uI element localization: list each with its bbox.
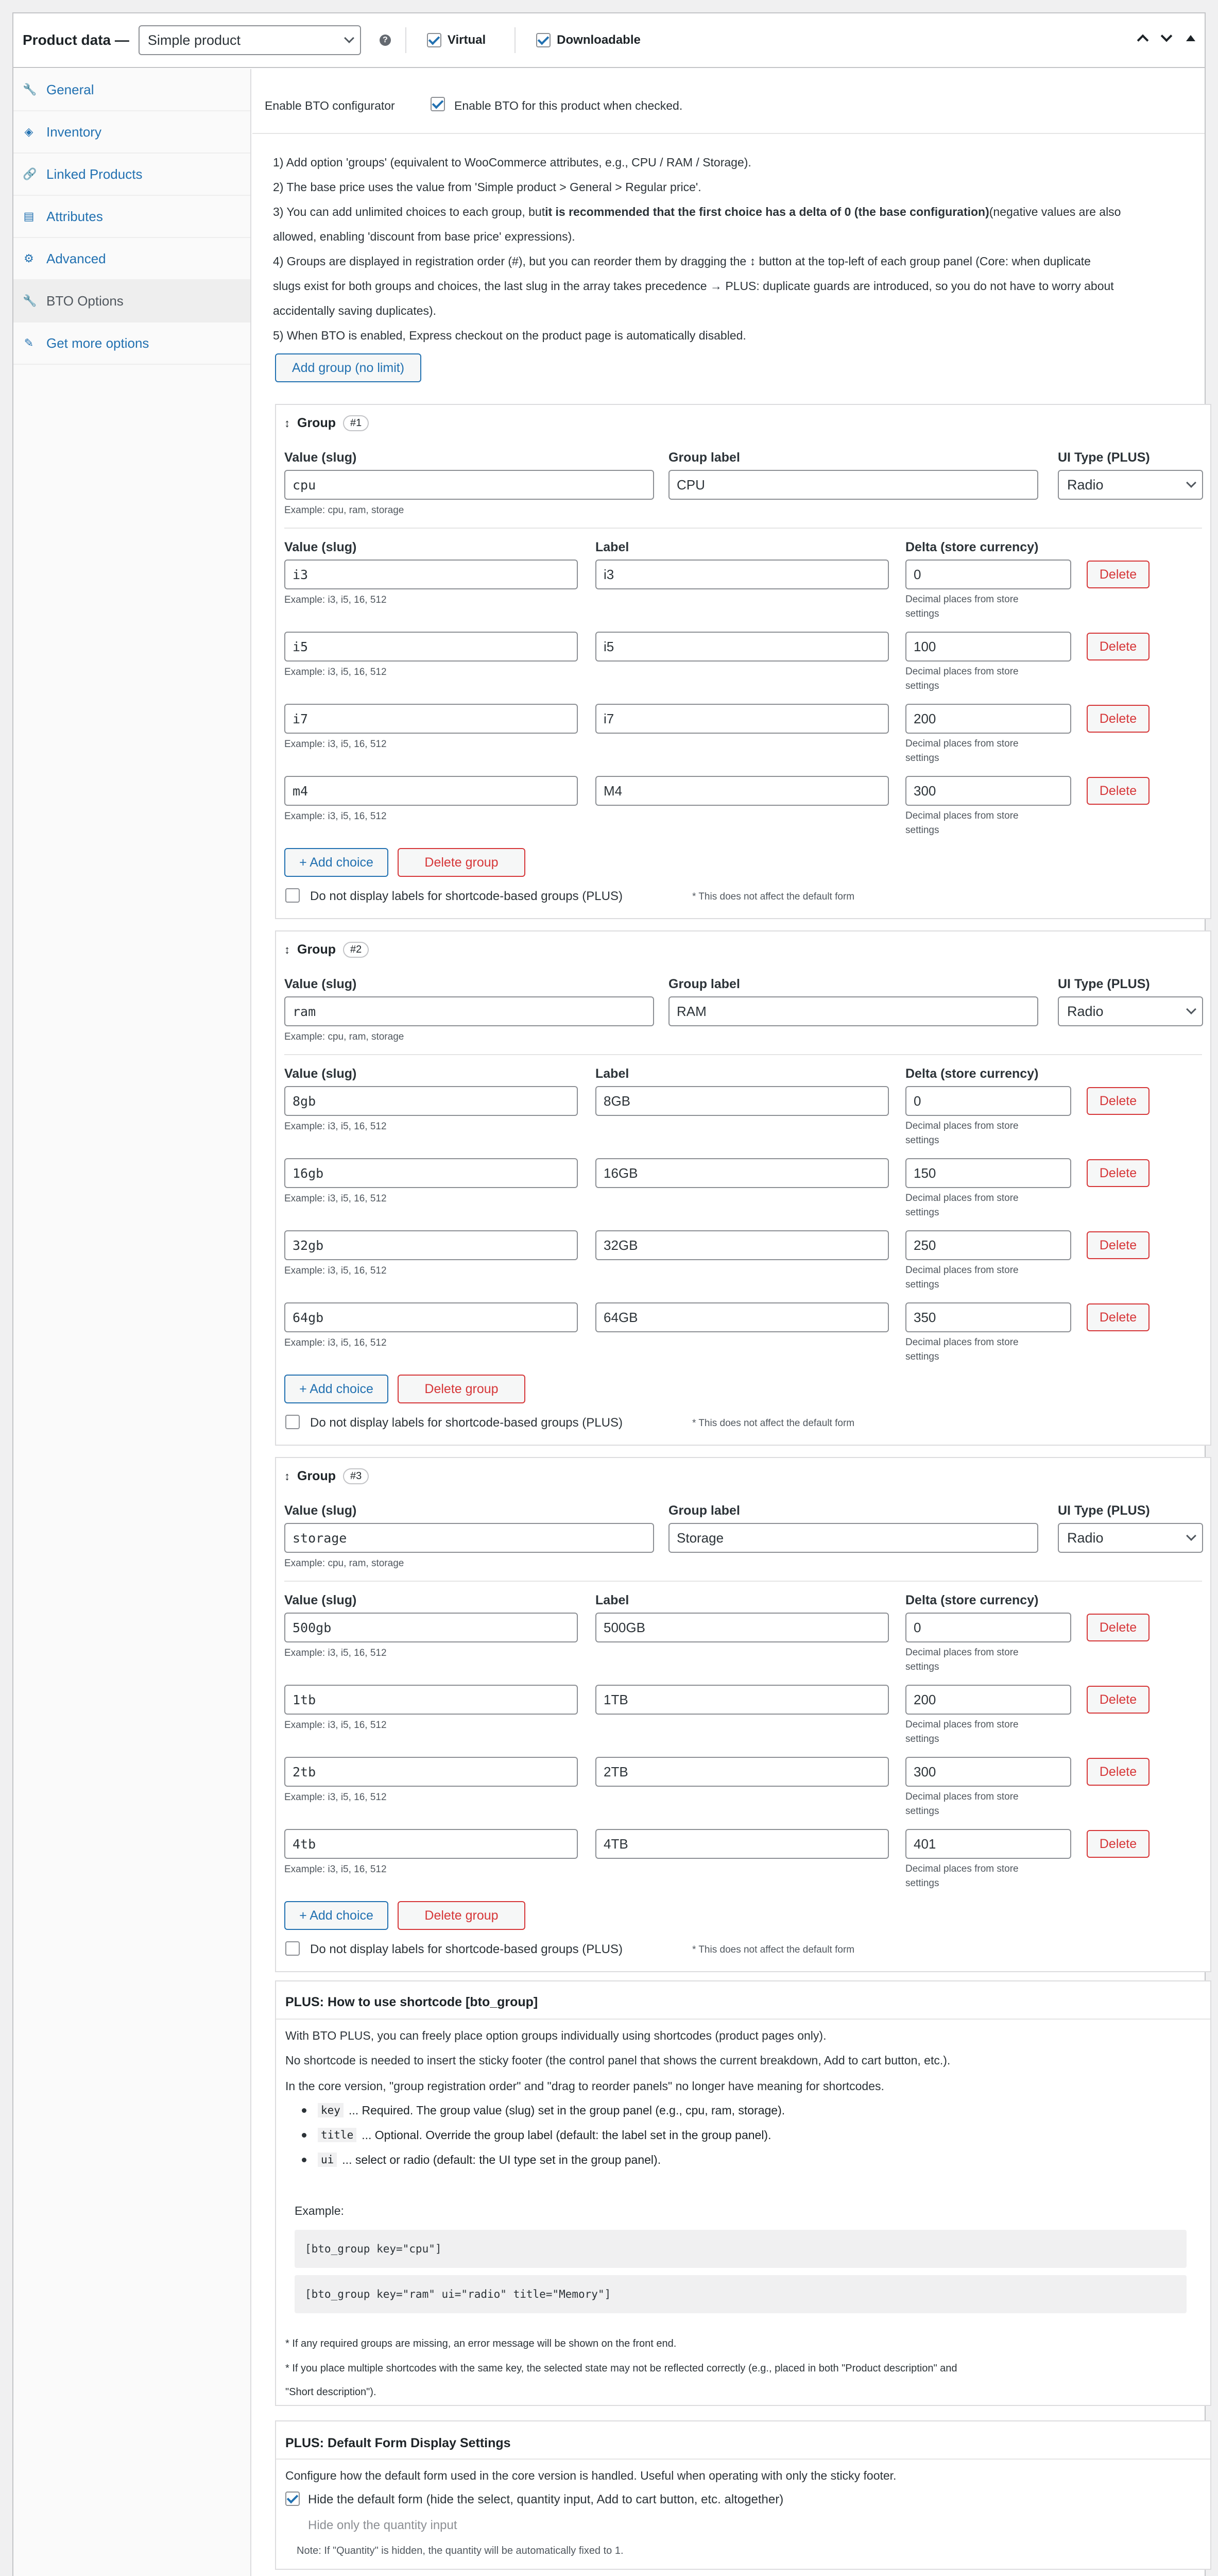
hide-labels-note: * This does not affect the default form [692, 891, 855, 902]
delete-choice-button[interactable]: Delete [1087, 561, 1150, 588]
choice-slug-hint: Example: i3, i5, 16, 512 [284, 667, 387, 677]
delete-group-button[interactable]: Delete group [398, 848, 525, 877]
delete-group-button[interactable]: Delete group [398, 1375, 525, 1403]
tab-bto-options[interactable] [13, 280, 250, 323]
group-header [284, 942, 369, 958]
delete-choice-button[interactable]: Delete [1087, 1087, 1150, 1115]
hide-labels-label: Do not display labels for shortcode-based groups (PLUS) [310, 1942, 623, 1956]
instruction-line: 1) Add option 'groups' (equivalent to WooCommerce attributes, e.g., CPU / RAM / Storage). [273, 156, 751, 169]
choice-slug-hint: Example: i3, i5, 16, 512 [284, 1193, 387, 1204]
plugin-icon: ✎ [24, 336, 34, 349]
delete-choice-button[interactable]: Delete [1087, 1614, 1150, 1641]
enable-bto-label: Enable BTO configurator [265, 99, 395, 112]
select-value: Radio [1067, 477, 1104, 493]
group-number-badge: #1 [343, 415, 369, 431]
hide-labels-note: * This does not affect the default form [692, 1418, 855, 1429]
choice-delta-input[interactable]: 0 [905, 1613, 1071, 1642]
choice-slug-input[interactable]: m4 [284, 776, 578, 806]
header-divider [514, 27, 516, 53]
choice-delta-input[interactable]: 200 [905, 704, 1071, 734]
gear-icon: ⚙ [24, 252, 34, 265]
choice-label-header: Label [595, 1066, 629, 1081]
group-slug-input[interactable]: cpu [284, 470, 654, 500]
choice-delta-input[interactable]: 300 [905, 1757, 1071, 1787]
add-choice-button[interactable]: + Add choice [284, 1375, 388, 1403]
choice-slug-hint: Example: i3, i5, 16, 512 [284, 1864, 387, 1875]
group-header [284, 1468, 369, 1484]
default-form-note: Note: If "Quantity" is hidden, the quantity will be automatically fixed to 1. [297, 2545, 624, 2556]
ui-type-select[interactable] [1058, 470, 1203, 500]
instruction-line: 5) When BTO is enabled, Express checkout on the product page is automatically disabled. [273, 329, 746, 342]
delta-hint: Decimal places from store settings [905, 1193, 1019, 1218]
tab-get-more-options[interactable] [13, 323, 250, 365]
product-data-header [13, 13, 1205, 68]
delete-choice-button[interactable]: Delete [1087, 1159, 1150, 1187]
delta-hint: Decimal places from store settings [905, 594, 1019, 619]
group-slug-label: Value (slug) [284, 450, 357, 465]
choice-label-input[interactable]: i5 [595, 632, 889, 662]
downloadable-label: Downloadable [557, 33, 641, 47]
group-label-input[interactable]: CPU [668, 470, 1038, 500]
param-text: ... Optional. Override the group label (default: the label set in the group panel). [362, 2128, 771, 2142]
choice-slug-input[interactable]: 64gb [284, 1302, 578, 1332]
choice-slug-input[interactable]: 1tb [284, 1685, 578, 1715]
delete-choice-button[interactable]: Delete [1087, 1231, 1150, 1259]
instruction-line: slugs exist for both groups and choices, the last slug in the array takes precedence → PLUS: duplicate guards are introduced, so you do not have to worry about [273, 279, 1114, 293]
product-type-select[interactable] [139, 25, 361, 55]
help-icon[interactable]: ? [380, 35, 391, 46]
hide-labels-label: Do not display labels for shortcode-based groups (PLUS) [310, 889, 623, 903]
instruction-line: accidentally saving duplicates). [273, 304, 437, 317]
tab-inventory[interactable] [13, 111, 250, 154]
chevron-down-icon [1186, 1531, 1196, 1541]
tab-advanced[interactable] [13, 238, 250, 280]
tab-linked-products[interactable] [13, 154, 250, 196]
tab-label: Inventory [46, 124, 101, 140]
group-slug-input[interactable]: storage [284, 1523, 654, 1553]
virtual-checkbox[interactable] [427, 33, 441, 47]
tab-label: Get more options [46, 335, 149, 351]
choice-delta-input[interactable]: 401 [905, 1829, 1071, 1859]
tag-icon: ◈ [24, 125, 33, 138]
shortcode-help-box [275, 1980, 1211, 2406]
group-label-input[interactable]: RAM [668, 996, 1038, 1026]
choice-slug-hint: Example: i3, i5, 16, 512 [284, 811, 387, 822]
product-data-panel [12, 12, 1206, 2576]
delete-choice-button[interactable]: Delete [1087, 777, 1150, 805]
group-title: Group [297, 1469, 336, 1483]
select-value: Radio [1067, 1530, 1104, 1546]
hide-labels-label: Do not display labels for shortcode-based groups (PLUS) [310, 1416, 623, 1430]
shortcode-paragraph: No shortcode is needed to insert the sticky footer (the control panel that shows the current breakdown, Add to cart button, etc.). [285, 2054, 951, 2067]
instruction-line: 4) Groups are displayed in registration order (#), but you can reorder them by dragging the ↕ button at the top-left of each group panel (Core: when duplicate [273, 255, 1091, 268]
shortcode-example-2: [bto_group key="ram" ui="radio" title="Memory"] [295, 2275, 1187, 2313]
hide-labels-checkbox[interactable] [285, 1941, 300, 1956]
delete-choice-button[interactable]: Delete [1087, 1303, 1150, 1331]
hide-labels-checkbox[interactable] [285, 888, 300, 903]
param-text: ... Required. The group value (slug) set in the group panel (e.g., cpu, ram, storage). [348, 2103, 785, 2117]
choice-label-input[interactable]: 2TB [595, 1757, 889, 1787]
option-group-panel [275, 930, 1211, 1446]
group-slug-hint: Example: cpu, ram, storage [284, 505, 404, 516]
add-choice-button[interactable]: + Add choice [284, 1901, 388, 1930]
param-code: ui [318, 2153, 337, 2167]
choice-slug-hint: Example: i3, i5, 16, 512 [284, 1265, 387, 1276]
choice-label-input[interactable]: 8GB [595, 1086, 889, 1116]
ui-type-label: UI Type (PLUS) [1058, 450, 1150, 465]
choice-delta-input[interactable]: 350 [905, 1302, 1071, 1332]
enable-bto-description: Enable BTO for this product when checked. [454, 99, 683, 112]
box-divider [276, 2459, 1210, 2460]
bullet-icon [302, 2108, 306, 2113]
shortcode-param-title [302, 2128, 771, 2142]
hide-default-form-label: Hide the default form (hide the select, quantity input, Add to cart button, etc. altogether) [308, 2493, 784, 2506]
choice-label-input[interactable]: i7 [595, 704, 889, 734]
tab-label: BTO Options [46, 293, 124, 309]
delete-choice-button[interactable]: Delete [1087, 1758, 1150, 1786]
group-label-label: Group label [668, 977, 740, 991]
link-icon: 🔗 [23, 167, 37, 180]
choice-label-input[interactable]: 500GB [595, 1613, 889, 1642]
instruction-emphasis: it is recommended that the first choice has a delta of 0 (the base configuration) [545, 205, 989, 218]
group-title: Group [297, 942, 336, 957]
choice-delta-header: Delta (store currency) [905, 540, 1039, 554]
default-form-title: PLUS: Default Form Display Settings [285, 2436, 511, 2450]
choice-slug-input[interactable]: i5 [284, 632, 578, 662]
delete-choice-button[interactable]: Delete [1087, 1830, 1150, 1858]
tab-label: Advanced [46, 250, 106, 266]
instruction-part: (negative values are also [989, 205, 1121, 218]
choice-slug-header: Value (slug) [284, 1593, 357, 1607]
collapse-toggle-icon[interactable] [1186, 35, 1195, 41]
add-choice-button[interactable]: + Add choice [284, 848, 388, 877]
choice-delta-header: Delta (store currency) [905, 1593, 1039, 1607]
choice-slug-hint: Example: i3, i5, 16, 512 [284, 1121, 387, 1132]
group-label-label: Group label [668, 1503, 740, 1518]
example-label: Example: [295, 2204, 344, 2217]
shortcode-example-1: [bto_group key="cpu"] [295, 2230, 1187, 2268]
group-divider [284, 1054, 1202, 1055]
bullet-icon [302, 2133, 306, 2138]
group-slug-input[interactable]: ram [284, 996, 654, 1026]
bullet-icon [302, 2158, 306, 2162]
shortcode-note: * If any required groups are missing, an error message will be shown on the front end. [285, 2338, 677, 2349]
group-title: Group [297, 416, 336, 430]
group-slug-hint: Example: cpu, ram, storage [284, 1558, 404, 1569]
wrench-icon: 🔧 [23, 294, 37, 307]
shortcode-paragraph: With BTO PLUS, you can freely place option groups individually using shortcodes (product pages only). [285, 2029, 827, 2042]
default-form-description: Configure how the default form used in the core version is handled. Useful when operating with only the sticky footer. [285, 2469, 897, 2482]
choice-delta-input[interactable]: 100 [905, 632, 1071, 662]
choice-slug-input[interactable]: 8gb [284, 1086, 578, 1116]
move-up-icon[interactable] [1137, 35, 1149, 46]
delta-hint: Decimal places from store settings [905, 1719, 1019, 1744]
choice-label-input[interactable]: 1TB [595, 1685, 889, 1715]
chevron-down-icon [344, 33, 354, 43]
choice-delta-input[interactable]: 0 [905, 1086, 1071, 1116]
choice-slug-input[interactable]: i7 [284, 704, 578, 734]
shortcode-note: * If you place multiple shortcodes with the same key, the selected state may not be reflected correctly (e.g., placed in both "Product description" and [285, 2363, 957, 2374]
drag-handle-icon[interactable]: ↕ [284, 1469, 290, 1483]
move-down-icon[interactable] [1161, 30, 1173, 42]
wrench-icon: 🔧 [23, 83, 37, 96]
drag-handle-icon[interactable]: ↕ [284, 943, 290, 956]
group-divider [284, 528, 1202, 529]
choice-slug-input[interactable]: i3 [284, 560, 578, 589]
ui-type-label: UI Type (PLUS) [1058, 1503, 1150, 1518]
delta-hint: Decimal places from store settings [905, 1791, 1019, 1817]
choice-label-input[interactable]: 16GB [595, 1158, 889, 1188]
instruction-part: 3) You can add unlimited choices to each group, but [273, 205, 545, 218]
virtual-label: Virtual [447, 33, 486, 47]
hide-default-form-checkbox[interactable] [285, 2492, 300, 2506]
choice-label-input[interactable]: 4TB [595, 1829, 889, 1859]
choice-slug-hint: Example: i3, i5, 16, 512 [284, 1792, 387, 1803]
product-data-tabs [13, 69, 251, 2576]
hide-labels-checkbox[interactable] [285, 1415, 300, 1429]
bto-options-panel [252, 69, 1205, 2576]
choice-slug-hint: Example: i3, i5, 16, 512 [284, 739, 387, 750]
group-label-input[interactable]: Storage [668, 1523, 1038, 1553]
section-divider [252, 133, 1205, 134]
product-type-value: Simple product [147, 32, 241, 48]
product-data-title: Product data — [23, 32, 129, 48]
hide-quantity-option[interactable]: Hide only the quantity input [308, 2518, 457, 2532]
box-divider [276, 2019, 1210, 2020]
select-value: Radio [1067, 1003, 1104, 1019]
delete-choice-button[interactable]: Delete [1087, 633, 1150, 660]
shortcode-help-title: PLUS: How to use shortcode [bto_group] [285, 1995, 538, 2009]
choice-delta-input[interactable]: 250 [905, 1230, 1071, 1260]
instruction-line [273, 205, 1121, 219]
choice-label-header: Label [595, 1593, 629, 1607]
delta-hint: Decimal places from store settings [905, 1863, 1019, 1889]
instruction-line: 2) The base price uses the value from 'Simple product > General > Regular price'. [273, 180, 701, 194]
drag-handle-icon[interactable]: ↕ [284, 416, 290, 430]
choice-label-input[interactable]: 64GB [595, 1302, 889, 1332]
choice-slug-header: Value (slug) [284, 1066, 357, 1081]
delta-hint: Decimal places from store settings [905, 1337, 1019, 1362]
group-number-badge: #2 [343, 942, 369, 958]
param-text: ... select or radio (default: the UI type set in the group panel). [342, 2153, 661, 2166]
option-group-panel [275, 404, 1211, 919]
choice-delta-input[interactable]: 200 [905, 1685, 1071, 1715]
delete-choice-button[interactable]: Delete [1087, 1686, 1150, 1714]
choice-delta-input[interactable]: 300 [905, 776, 1071, 806]
group-number-badge: #3 [343, 1468, 369, 1484]
delta-hint: Decimal places from store settings [905, 738, 1019, 764]
choice-label-header: Label [595, 540, 629, 554]
choice-slug-hint: Example: i3, i5, 16, 512 [284, 1720, 387, 1731]
downloadable-checkbox[interactable] [536, 33, 551, 47]
choice-slug-input[interactable]: 32gb [284, 1230, 578, 1260]
choice-slug-hint: Example: i3, i5, 16, 512 [284, 1648, 387, 1658]
instruction-line: allowed, enabling 'discount from base price' expressions). [273, 230, 575, 243]
header-divider [405, 27, 406, 53]
tab-label: Linked Products [46, 166, 143, 182]
shortcode-paragraph: In the core version, "group registration order" and "drag to reorder panels" no longer have meaning for shortcodes. [285, 2079, 884, 2093]
shortcode-param-ui [302, 2153, 661, 2167]
group-label-label: Group label [668, 450, 740, 465]
choice-label-input[interactable]: 32GB [595, 1230, 889, 1260]
default-form-box [275, 2420, 1211, 2570]
choice-slug-input[interactable]: 4tb [284, 1829, 578, 1859]
ui-type-select[interactable] [1058, 1523, 1203, 1553]
delta-hint: Decimal places from store settings [905, 810, 1019, 836]
tab-attributes[interactable] [13, 196, 250, 238]
option-group-panel [275, 1457, 1211, 1972]
choice-slug-input[interactable]: 2tb [284, 1757, 578, 1787]
choice-slug-hint: Example: i3, i5, 16, 512 [284, 595, 387, 605]
choice-label-input[interactable]: M4 [595, 776, 889, 806]
delta-hint: Decimal places from store settings [905, 666, 1019, 691]
delete-choice-button[interactable]: Delete [1087, 705, 1150, 733]
group-slug-hint: Example: cpu, ram, storage [284, 1031, 404, 1042]
choice-slug-hint: Example: i3, i5, 16, 512 [284, 1337, 387, 1348]
choice-slug-header: Value (slug) [284, 540, 357, 554]
delta-hint: Decimal places from store settings [905, 1265, 1019, 1290]
tab-label: Attributes [46, 208, 103, 224]
tab-general[interactable] [13, 69, 250, 111]
delta-hint: Decimal places from store settings [905, 1121, 1019, 1146]
group-slug-label: Value (slug) [284, 1503, 357, 1518]
delta-hint: Decimal places from store settings [905, 1647, 1019, 1672]
group-slug-label: Value (slug) [284, 977, 357, 991]
param-code: key [318, 2103, 344, 2117]
delete-group-button[interactable]: Delete group [398, 1901, 525, 1930]
group-divider [284, 1581, 1202, 1582]
tab-label: General [46, 81, 94, 97]
choice-delta-header: Delta (store currency) [905, 1066, 1039, 1081]
shortcode-note: "Short description"). [285, 2386, 376, 2398]
choice-label-input[interactable]: i3 [595, 560, 889, 589]
choice-slug-input[interactable]: 16gb [284, 1158, 578, 1188]
ui-type-select[interactable] [1058, 996, 1203, 1026]
choice-delta-input[interactable]: 0 [905, 560, 1071, 589]
list-icon: ▤ [23, 210, 35, 223]
ui-type-label: UI Type (PLUS) [1058, 977, 1150, 991]
add-group-button[interactable]: Add group (no limit) [275, 353, 421, 382]
shortcode-param-key [302, 2103, 785, 2117]
group-header [284, 415, 369, 431]
chevron-down-icon [1186, 478, 1196, 488]
choice-delta-input[interactable]: 150 [905, 1158, 1071, 1188]
param-code: title [318, 2128, 356, 2142]
hide-labels-note: * This does not affect the default form [692, 1944, 855, 1955]
chevron-down-icon [1186, 1004, 1196, 1014]
enable-bto-checkbox[interactable] [431, 97, 445, 111]
choice-slug-input[interactable]: 500gb [284, 1613, 578, 1642]
